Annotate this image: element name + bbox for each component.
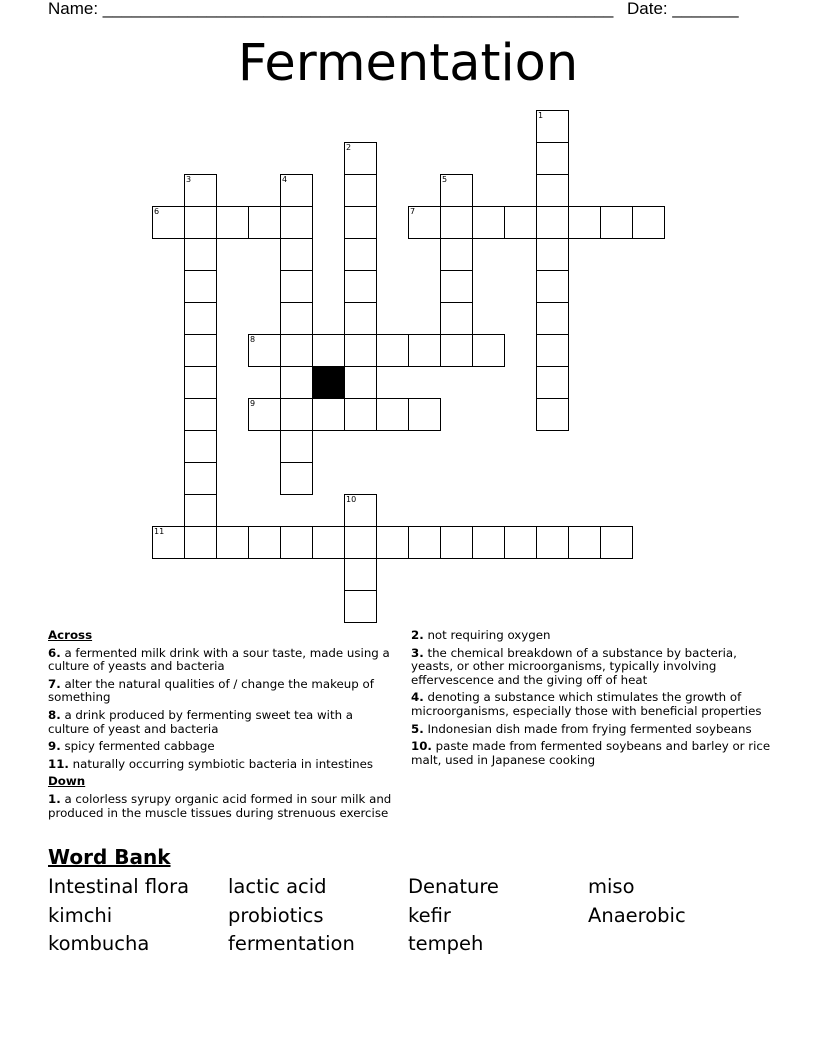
clue-number: 5. [411,721,424,736]
crossword-cell[interactable] [600,206,633,239]
crossword-cell[interactable] [440,238,473,271]
clues-column-left [48,629,393,824]
crossword-cell[interactable] [184,270,217,303]
clue-text: the chemical breakdown of a substance by bacteria, yeasts, or other microorganisms, typically involving effervescence and the giving off of heat [411,645,737,687]
crossword-cell[interactable] [536,366,569,399]
crossword-cell[interactable] [536,526,569,559]
down-clue [411,740,771,767]
crossword-cell[interactable] [440,302,473,335]
across-heading: Across [48,628,93,642]
word-bank-item: probiotics [228,903,324,927]
crossword-cell[interactable] [184,430,217,463]
clue-number: 7. [48,676,61,691]
cell-number: 4 [282,175,288,184]
across-clue [48,740,393,754]
cell-number: 2 [346,143,352,152]
word-bank-item: fermentation [228,932,355,955]
crossword-cell[interactable] [568,206,601,239]
crossword-cell[interactable] [184,206,217,239]
crossword-cell[interactable] [376,526,409,559]
clue-number: 9. [48,739,61,754]
crossword-cell[interactable] [440,526,473,559]
crossword-cell[interactable] [280,302,313,335]
crossword-cell[interactable] [280,398,313,431]
crossword-cell[interactable] [344,206,377,239]
crossword-cell[interactable] [184,398,217,431]
crossword-cell[interactable] [376,398,409,431]
crossword-cell[interactable] [632,206,665,239]
word-bank-item: Intestinal flora [48,875,190,898]
word-bank-item: kefir [408,903,451,927]
crossword-cell[interactable] [440,270,473,303]
down-clue [48,793,393,820]
cell-number: 10 [346,495,357,504]
clue-number: 4. [411,690,424,705]
crossword-cell[interactable] [280,238,313,271]
crossword-cell[interactable] [472,334,505,367]
crossword-cell[interactable] [472,206,505,239]
crossword-cell[interactable] [280,206,313,239]
clue-text: a fermented milk drink with a sour taste, made using a culture of yeasts and bacteria [48,645,390,674]
crossword-cell[interactable] [536,142,569,175]
down-clue [411,647,771,688]
down-clue [411,723,771,737]
crossword-cell[interactable] [248,526,281,559]
clue-number: 10. [411,739,432,754]
crossword-cell[interactable] [184,334,217,367]
crossword-cell[interactable] [344,302,377,335]
down-clue [411,629,771,643]
crossword-cell[interactable] [440,334,473,367]
crossword-cell[interactable] [248,334,281,367]
cell-number: 3 [186,175,192,184]
crossword-cell[interactable] [344,174,377,207]
crossword-cell[interactable] [280,462,313,495]
crossword-cell[interactable] [408,334,441,367]
crossword-cell[interactable] [280,526,313,559]
name-field-label[interactable]: Name: ______________________________________________________ [48,0,614,18]
crossword-cell[interactable] [536,334,569,367]
down-clue [411,691,771,718]
crossword-cell[interactable] [312,398,345,431]
clue-number: 6. [48,645,61,660]
down-heading: Down [48,774,86,789]
clue-text: naturally occurring symbiotic bacteria in intestines [72,756,373,771]
crossword-cell[interactable] [344,494,377,527]
crossword-cell[interactable] [536,238,569,271]
word-bank [48,844,768,959]
cell-number: 6 [154,207,160,216]
crossword-cell[interactable] [344,526,377,559]
crossword-cell[interactable] [344,238,377,271]
clues-column-right [411,629,771,771]
crossword-cell[interactable] [184,462,217,495]
clue-number: 3. [411,645,424,660]
clue-number: 2. [411,628,424,642]
crossword-cell[interactable] [408,398,441,431]
clue-text: Indonesian dish made from frying fermented soybeans [427,721,752,736]
crossword-cell[interactable] [280,270,313,303]
crossword-cell[interactable] [280,366,313,399]
across-clue [48,678,393,705]
crossword-cell[interactable] [184,366,217,399]
word-bank-item: kimchi [48,903,113,927]
clue-text: not requiring oxygen [427,628,551,642]
clue-text: a colorless syrupy organic acid formed in sour milk and produced in the muscle tissues during strenuous exercise [48,791,392,820]
crossword-cell[interactable] [472,526,505,559]
clue-number: 1. [48,791,61,806]
crossword-cell[interactable] [536,110,569,143]
date-field-label[interactable]: Date: _______ [627,0,739,18]
crossword-cell[interactable] [600,526,633,559]
crossword-cell[interactable] [216,206,249,239]
across-clue [48,758,393,772]
crossword-cell[interactable] [152,526,185,559]
crossword-cell[interactable] [536,302,569,335]
crossword-cell[interactable] [504,206,537,239]
crossword-cell[interactable] [184,174,217,207]
crossword-cell[interactable] [344,398,377,431]
cell-number: 8 [250,335,256,344]
cell-number: 11 [154,527,165,536]
crossword-cell[interactable] [536,270,569,303]
crossword-cell[interactable] [344,270,377,303]
crossword-cell[interactable] [184,302,217,335]
crossword-cell[interactable] [504,526,537,559]
across-clue [48,647,393,674]
word-bank-title: Word Bank [48,845,171,869]
clue-text: denoting a substance which stimulates the growth of microorganisms, especially those with beneficial properties [411,690,762,718]
cell-number: 9 [250,399,256,408]
clue-text: paste made from fermented soybeans and barley or rice malt, used in Japanese cooking [411,739,771,767]
crossword-cell[interactable] [184,494,217,527]
clue-text: alter the natural qualities of / change the makeup of something [48,676,374,705]
crossword-cell[interactable] [248,206,281,239]
cell-number: 7 [410,207,416,216]
crossword-cell[interactable] [376,334,409,367]
crossword-cell[interactable] [536,398,569,431]
word-bank-item: Denature [408,875,499,898]
crossword-cell[interactable] [536,206,569,239]
clue-text: spicy fermented cabbage [64,739,215,754]
word-bank-list [48,873,768,959]
crossword-cell[interactable] [568,526,601,559]
crossword-cell[interactable] [408,206,441,239]
word-bank-item: tempeh [408,932,484,955]
name-date-header [48,0,768,20]
word-bank-item: Anaerobic [588,903,686,927]
crossword-cell[interactable] [344,558,377,591]
crossword-cell[interactable] [216,526,249,559]
crossword-cell[interactable] [536,174,569,207]
clue-number: 11. [48,756,69,771]
crossword-cell[interactable] [184,238,217,271]
crossword-cell[interactable] [280,334,313,367]
crossword-cell[interactable] [312,334,345,367]
page-title: Fermentation [237,34,579,93]
word-bank-item: kombucha [48,932,150,955]
crossword-cell[interactable] [248,398,281,431]
crossword-cell[interactable] [312,526,345,559]
crossword-cell[interactable] [440,174,473,207]
crossword-cell[interactable] [408,526,441,559]
crossword-cell[interactable] [280,430,313,463]
across-clue [48,709,393,736]
crossword-cell[interactable] [344,142,377,175]
cell-number: 1 [538,111,544,120]
cell-number: 5 [442,175,448,184]
crossword-cell[interactable] [152,206,185,239]
crossword-cell[interactable] [280,174,313,207]
clue-text: a drink produced by fermenting sweet tea with a culture of yeast and bacteria [48,707,354,736]
clue-number: 8. [48,707,61,722]
crossword-cell[interactable] [184,526,217,559]
word-bank-item: miso [588,875,635,898]
crossword-cell[interactable] [344,334,377,367]
crossword-cell[interactable] [344,590,377,623]
crossword-cell[interactable] [344,366,377,399]
crossword-block-cell [312,366,345,399]
word-bank-item: lactic acid [228,875,327,898]
crossword-cell[interactable] [440,206,473,239]
